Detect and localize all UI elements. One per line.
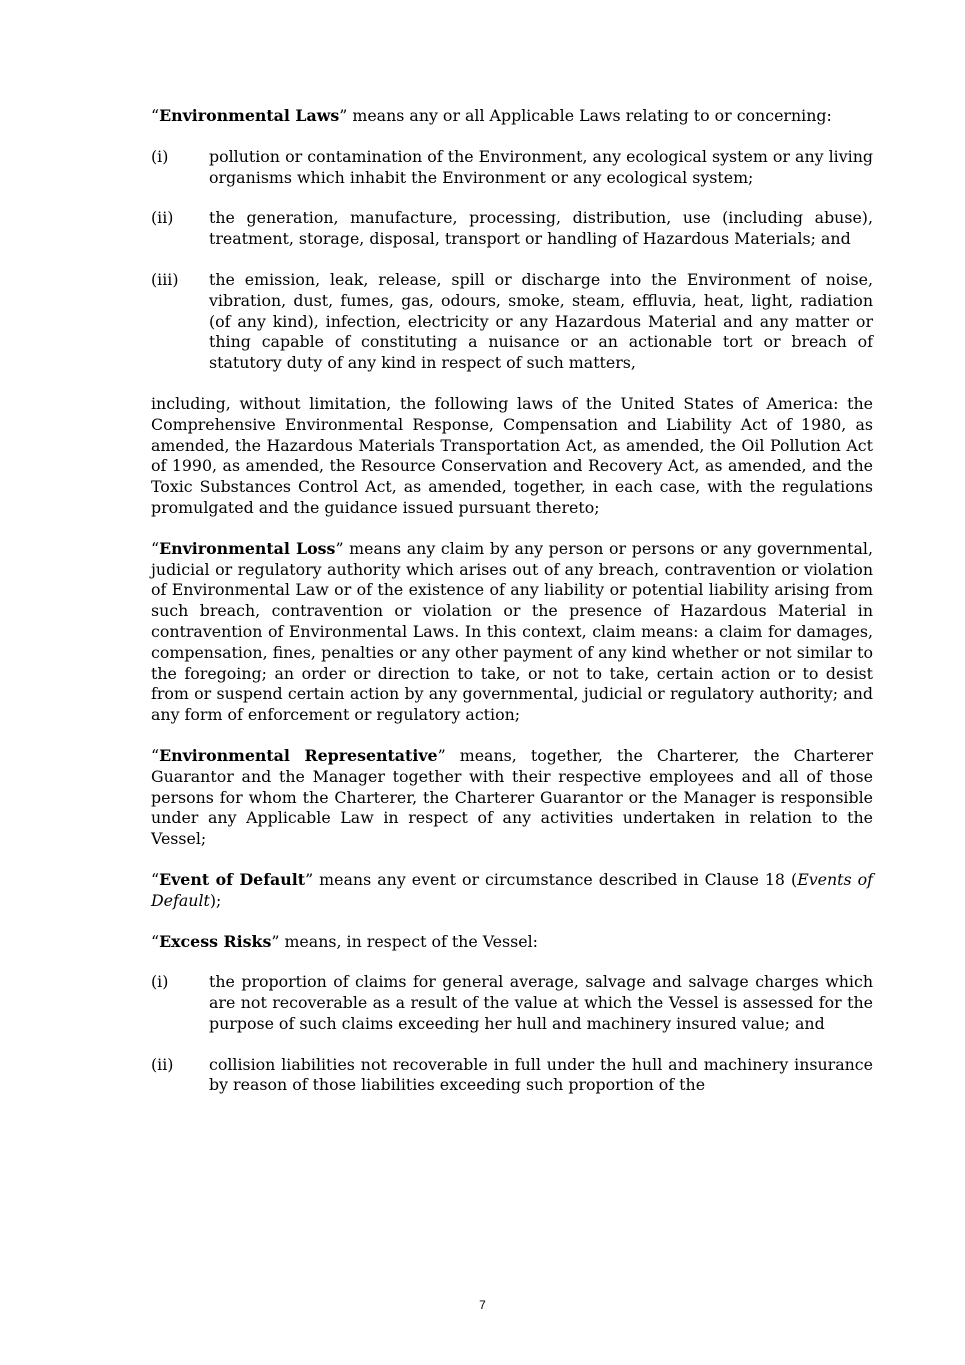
list-item (151, 972, 873, 1034)
continuation-paragraph: including, without limitation, the following laws of the United States of America: the Comprehensive Environmental Response, Compensation and Liability Act of 1980, as amended, the Hazardous Materials Transportation Act, as amended, the Oil Pollution Act of 1990, as amended, the Resource Conservation and Recovery Act, as amended, and the Toxic Substances Control Act, as amended, together, in each case, with the regulations promulgated and the guidance issued pursuant thereto; (151, 393, 873, 517)
item-text: the proportion of claims for general average, salvage and salvage charges which are not recoverable as a result of the value at which the Vessel is assessed for the purpose of such claims exceeding her hull and machinery insured value; and (209, 972, 873, 1033)
definition-text-end: ); (209, 890, 222, 910)
item-text: pollution or contamination of the Environment, any ecological system or any living organisms which inhabit the Environment or any ecological system; (209, 146, 873, 187)
definition-text: ” means any event or circumstance described in Clause 18 ( (305, 869, 798, 889)
item-number: (ii) (151, 1054, 174, 1074)
definition-text: ” means any or all Applicable Laws relating to or concerning: (339, 106, 832, 125)
open-quote: “ (151, 538, 160, 558)
item-number: (ii) (151, 208, 174, 228)
page-number: 7 (479, 1298, 486, 1312)
list-item (151, 1055, 873, 1097)
defined-term: Environmental Representative (159, 745, 438, 765)
definition-excess-risks (151, 932, 873, 953)
definition-environmental-representative (151, 746, 873, 850)
open-quote: “ (151, 869, 160, 889)
list-item (151, 208, 873, 250)
definition-event-of-default (151, 870, 873, 912)
open-quote: “ (151, 106, 160, 125)
cross-reference: Events of Default (151, 869, 874, 910)
item-number: (i) (151, 146, 169, 166)
list-item (151, 270, 873, 374)
defined-term: Environmental Loss (159, 538, 336, 558)
defined-term: Excess Risks (159, 931, 272, 951)
defined-term: Event of Default (159, 869, 306, 889)
definition-text: ” means, in respect of the Vessel: (271, 931, 538, 951)
definition-text: ” means, together, the Charterer, the Charterer Guarantor and the Manager together with their respective employees and all of those persons for whom the Charterer, the Charterer Guarantor or the Manager is responsible under any Applicable Law in respect of any activities undertaken in relation to the Vessel; (151, 745, 873, 849)
item-number: (iii) (151, 269, 179, 289)
definition-text: ” means any claim by any person or persons or any governmental, judicial or regulatory authority which arises out of any breach, contravention or violation of Environmental Law or of the existence of any liability or potential liability arising from such breach, contravention or violation or the presence of Hazardous Material in contravention of Environmental Laws. In this context, claim means: a claim for damages, compensation, fines, penalties or any other payment of any kind whether or not similar to the foregoing; an order or direction to take, or not to take, certain action or to desist from or suspend certain action by any governmental, judicial or regulatory authority; and any form of enforcement or regulatory action; (151, 538, 873, 725)
open-quote: “ (151, 745, 160, 765)
item-text: the generation, manufacture, processing, distribution, use (including abuse), treatment, storage, disposal, transport or handling of Hazardous Materials; and (209, 208, 873, 249)
item-text: collision liabilities not recoverable in full under the hull and machinery insurance by reason of those liabilities exceeding such proportion of the (209, 1054, 873, 1095)
item-number: (i) (151, 972, 169, 992)
list-item (151, 147, 873, 189)
open-quote: “ (151, 931, 160, 951)
item-text: the emission, leak, release, spill or discharge into the Environment of noise, vibration, dust, fumes, gas, odours, smoke, steam, effluvia, heat, light, radiation (of any kind), infection, electricity or any Hazardous Material and any matter or thing capable of constituting a nuisance or an actionable tort or breach of statutory duty of any kind in respect of such matters, (209, 269, 873, 373)
definition-environmental-loss (151, 539, 873, 726)
document-page (151, 106, 873, 1116)
defined-term: Environmental Laws (159, 106, 340, 125)
definition-environmental-laws (151, 106, 873, 127)
